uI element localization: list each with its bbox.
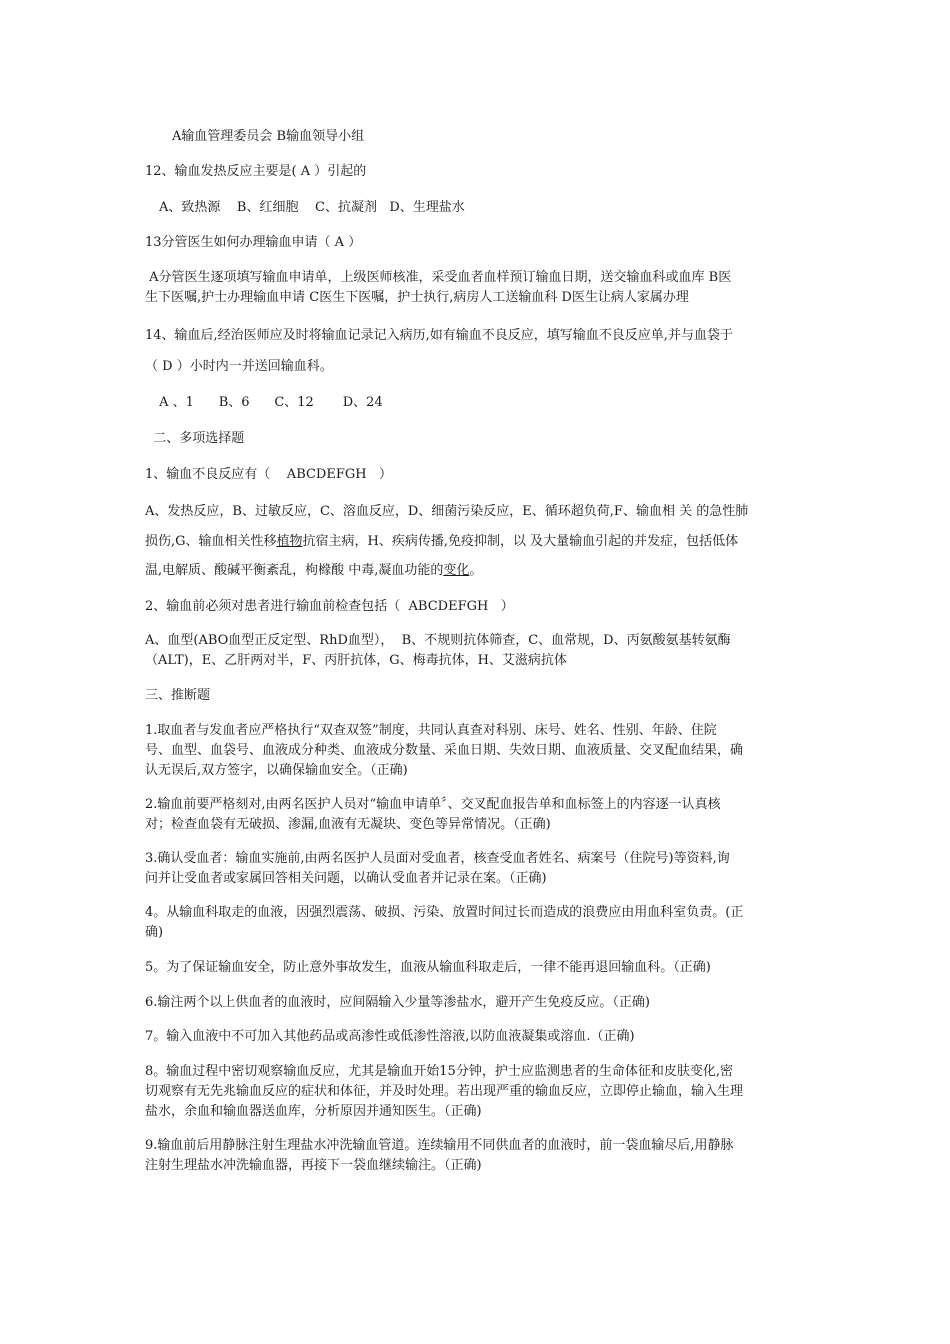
q13-options-line2: 生下医嘱,护士办理输血申请 C医生下医嘱，护士执行,病房人工送输血科 D医生让病人家属办理	[145, 290, 689, 305]
tf2-line1: 2.输血前要严格刻对,由两名医护人员对“输血申请单〞、交叉配血报告单和血标签上的内容逐一认真核	[145, 797, 721, 812]
section-judgment-heading: 三、推断题	[145, 688, 211, 703]
underlined-term: 变化	[443, 563, 470, 578]
tf3-line1: 3.确认受血者：输血实施前,由两名医护人员面对受血者，核查受血者姓名、病案号（住院号)等资料,询	[145, 851, 730, 866]
tf4-line1: 4。从输血科取走的血液，因强烈震荡、破损、污染、放置时间过长而造成的浪费应由用血科室负责。(正	[145, 905, 744, 920]
mc2-options-line2: （ALT)，E、乙肝两对半，F、丙肝抗体，G、梅毒抗体，H、艾滋病抗体	[145, 653, 567, 668]
q14-options: A 、1 B、6 C、12 D、24	[155, 395, 383, 410]
mc1-options-line2	[145, 532, 810, 552]
tf5: 5。为了保证输血安全，防止意外事故发生，血液从输血科取走后，一律不能再退回输血科。（正确)	[145, 960, 711, 975]
q12-question: 12、输血发热反应主要是( A ）引起的	[145, 164, 367, 179]
tf8-line1: 8。输血过程中密切观察输血反应，尤其是输血开始15分钟，护士应监测患者的生命体征和皮肤变化,密	[145, 1064, 733, 1079]
q11-options: A输血管理委员会 B输血领导小组	[172, 129, 365, 144]
q13-options-line1: A分管医生逐项填写输血申请单，上级医师核准，采受血者血样预订输血日期，送交输血科或血库 B医	[145, 270, 732, 285]
tf8-line3: 盐水，余血和输血器送血库，分析原因并通知医生。（正确)	[145, 1104, 482, 1119]
tf6: 6.输注两个以上供血者的血液时，应间隔输入少量等渗盐水，避开产生免疫反应。（正确)	[145, 995, 650, 1010]
section-multiple-choice-heading: 二、多项选择题	[145, 431, 245, 446]
underlined-term: 植物	[276, 534, 303, 549]
mc2-options-line1: A、血型(ABO血型正反定型、RhD血型）， B、不规则抗体筛查，C、血常规，D、丙氨酸氨基转氨酶	[145, 633, 731, 648]
mc1-text-part: 抗宿主病，H、疾病传播,免疫抑制，以 及大量输血引起的并发症，包括低体	[302, 534, 739, 549]
tf9-line2: 注射生理盐水冲洗输血器，再接下一袋血继续输注。（正确)	[145, 1158, 482, 1173]
tf1-line1: 1.取血者与发血者应严格执行“双查双签”制度，共同认真查对科别、床号、姓名、性别、年龄、住院	[145, 723, 717, 738]
tf1-line2: 号、血型、血袋号、血液成分种类、血液成分数量、采血日期、失效日期、血液质量、交叉配血结果，确	[145, 743, 744, 758]
mc1-text-part: 。	[469, 563, 483, 578]
tf3-line2: 问并让受血者或家属回答相关问题，以确认受血者并记录在案。（正确)	[145, 871, 547, 886]
tf8-line2: 切观察有无先兆输血反应的症状和体征，并及时处理。若出现严重的输血反应，立即停止输血，输入生理	[145, 1084, 744, 1099]
mc1-text-part: 温,电解质、酸碱平衡紊乱，枸橼酸 中毒,凝血功能的	[145, 563, 444, 578]
q12-options: A、致热源 B、红细胞 C、抗凝剂 D、生理盐水	[159, 200, 465, 215]
q13-question: 13分管医生如何办理输血申请（ A ）	[145, 235, 362, 250]
tf7: 7。输入血液中不可加入其他药品或高渗性或低渗性溶液,以防血液凝集或溶血.（正确)	[145, 1029, 635, 1044]
mc1-options-line3	[145, 561, 810, 581]
tf4-line2: 确)	[145, 925, 164, 940]
mc1-text-part: 损伤,G、输血相关性移	[145, 534, 277, 549]
tf2-line2: 对；检查血袋有无破损、渗漏,血液有无凝块、变色等异常情况。（正确)	[145, 817, 551, 832]
q14-question-line2: （ D ）小时内一并送回输血科。	[145, 359, 333, 374]
tf9-line1: 9.输血前后用静脉注射生理盐水冲洗输血管道。连续输用不同供血者的血液时，前一袋血输尽后,用静脉	[145, 1138, 734, 1153]
mc2-question: 2、输血前必须对患者进行输血前检查包括（ ABCDEFGH ）	[145, 599, 514, 614]
q14-question-line1: 14、输血后,经治医师应及时将输血记录记入病历,如有输血不良反应，填写输血不良反应单,并与血袋于	[145, 328, 733, 343]
mc1-question: 1、输血不良反应有（ ABCDEFGH ）	[145, 467, 392, 482]
mc1-options-line1: A、发热反应，B、过敏反应，C、溶血反应，D、细菌污染反应，E、循环超负荷,F、输血相 关 的急性肺	[145, 504, 749, 519]
tf1-line3: 认无误后,双方签字，以确保输血安全。（正确)	[145, 763, 408, 778]
